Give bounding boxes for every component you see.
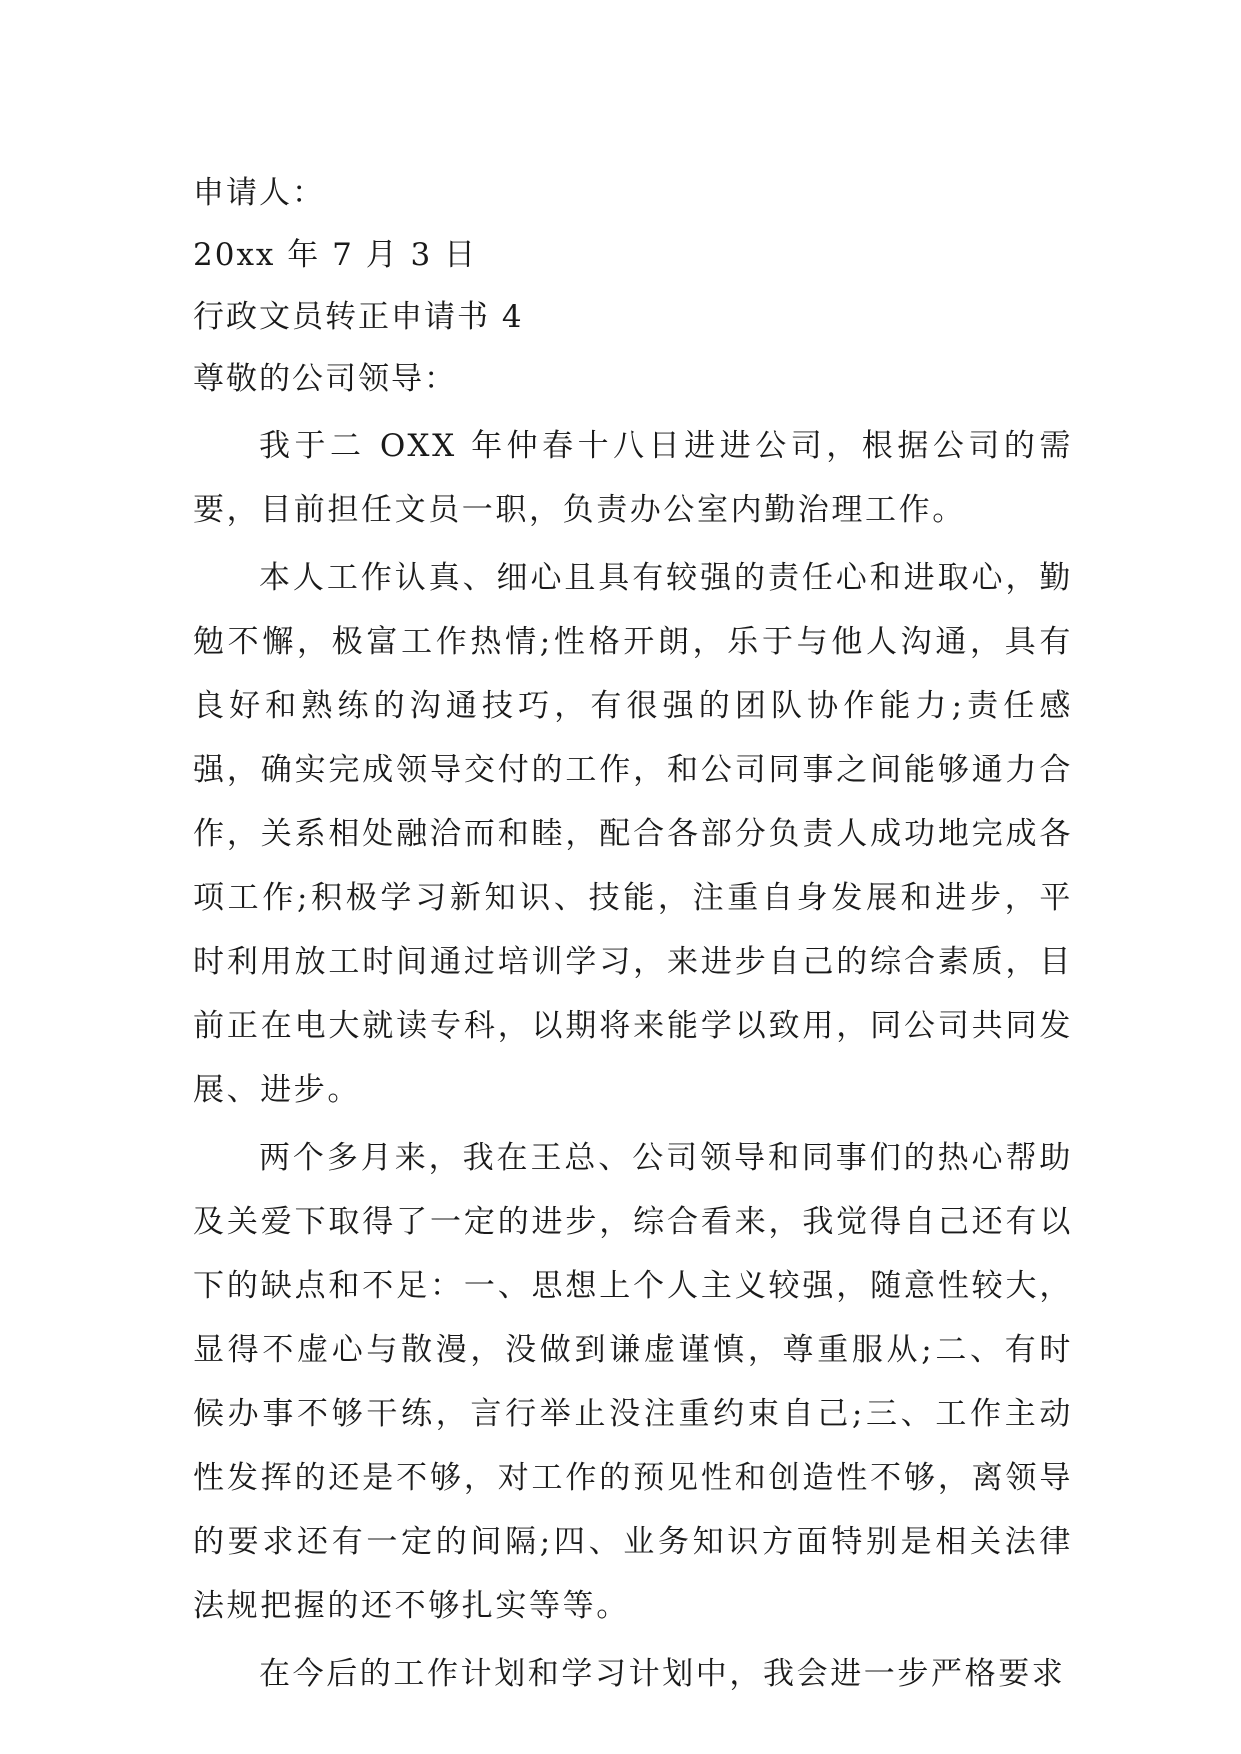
salutation: 尊敬的公司领导： <box>193 361 457 397</box>
document-title: 行政文员转正申请书 4 <box>193 299 524 335</box>
document-body <box>193 162 1073 1706</box>
paragraph-self-assessment: 本人工作认真、细心且具有较强的责任心和进取心，勤勉不懈，极富工作热情;性格开朗，乐于与他人沟通，具有良好和熟练的沟通技巧，有很强的团队协作能力;责任感强，确实完成领导交付的工作，和公司同事之间能够通力合作，关系相处融洽而和睦，配合各部分负责人成功地完成各项工作;积极学习新知识、技能，注重自身发展和进步，平时利用放工时间通过培训学习，来进步自己的综合素质，目前正在电大就读专科，以期将来能学以致用，同公司共同发展、进步。 <box>193 560 1073 1108</box>
applicant-line: 申请人： <box>193 175 325 211</box>
paragraph-plans: 在今后的工作计划和学习计划中，我会进一步严格要求 <box>259 1656 1066 1692</box>
paragraph-intro: 我于二 OXX 年仲春十八日进进公司，根据公司的需要，目前担任文员一职，负责办公室内勤治理工作。 <box>193 428 1073 528</box>
date-line: 20xx 年 7 月 3 日 <box>193 237 478 273</box>
paragraph-shortcomings: 两个多月来，我在王总、公司领导和同事们的热心帮助及关爱下取得了一定的进步，综合看来，我觉得自己还有以下的缺点和不足：一、思想上个人主义较强，随意性较大，显得不虚心与散漫，没做到谦虚谨慎，尊重服从;二、有时候办事不够干练，言行举止没注重约束自己;三、工作主动性发挥的还是不够，对工作的预见性和创造性不够，离领导的要求还有一定的间隔;四、业务知识方面特别是相关法律法规把握的还不够扎实等等。 <box>193 1140 1073 1624</box>
